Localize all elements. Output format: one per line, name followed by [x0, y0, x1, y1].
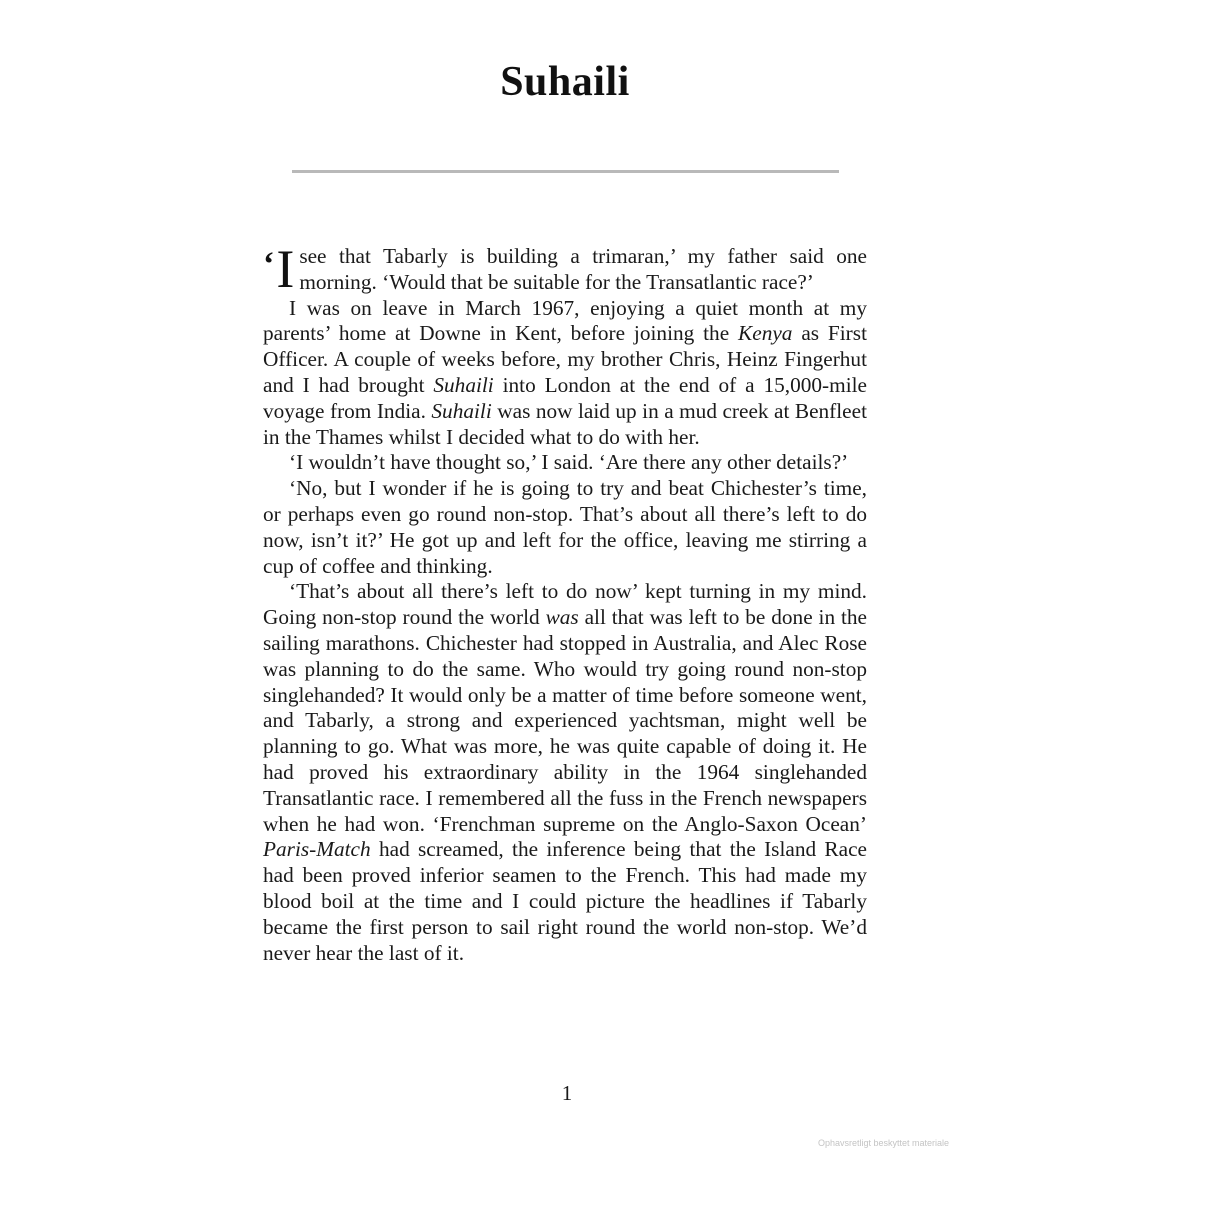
title-divider-rule	[292, 170, 839, 173]
paragraph-5-segment-3: all that was left to be done in the sailing marathons. Chichester had stopped in Australia, and Alec Rose was planning to do the same. Who would try going round non-stop singlehanded? It would only be a matter of time before someone went, and Tabarly, a strong and experienced yachtsman, might well be planning to go. What was more, he was quite capable of doing it. He had proved his extraordinary ability in the 1964 singlehanded Transatlantic race. I remembered all the fuss in the French newspapers when he had won. ‘Frenchman supreme on the Anglo-Saxon Ocean’	[263, 605, 867, 836]
paragraph-3	[263, 450, 867, 476]
paragraph-2-segment-5: into London at the end of a 15,000-mile voyage from India.	[263, 372, 867, 423]
paragraph-1-segment-1: see that Tabarly is building a trimaran,’ my father said one morning. ‘Would that be suitable for the Transatlantic race?’	[299, 244, 867, 294]
paragraph-1	[263, 239, 867, 299]
page-number: 1	[561, 1081, 573, 1105]
chapter-body-text	[263, 239, 868, 966]
paragraph-5-segment-5: had screamed, the inference being that the Island Race had been proved inferior seamen to the French. This had made my blood boil at the time and I could picture the headlines if Tabarly became the first person to sail right round the world non-stop. We’d never hear the last of it.	[263, 837, 867, 965]
paragraph-2-italic-boat-name: Suhaili	[433, 372, 494, 397]
paragraph-2-segment-7: was now laid up in a mud creek at Benfleet in the Thames whilst I decided what to do with her.	[263, 398, 868, 449]
paragraph-5-italic-publication: Paris-Match	[263, 837, 371, 862]
paragraph-5	[263, 579, 867, 966]
paragraph-4	[263, 476, 867, 579]
paragraph-2-segment-1: I was on leave in March 1967, enjoying a quiet month at my parents’ home at Downe in Kent, before joining the	[263, 295, 867, 346]
opening-quote-mark: ‘	[263, 246, 275, 283]
paragraph-3-segment-1: ‘I wouldn’t have thought so,’ I said. ‘Are there any other details?’	[289, 450, 849, 475]
paragraph-2-italic-ship-name: Kenya	[738, 321, 793, 346]
paragraph-2-italic-boat-name-2: Suhaili	[431, 398, 492, 423]
paragraph-4-segment-1: ‘No, but I wonder if he is going to try and beat Chichester’s time, or perhaps even go round non-stop. That’s about all there’s left to do now, isn’t it?’ He got up and left for the office, leaving me stirring a cup of coffee and thinking.	[263, 476, 867, 578]
copyright-watermark: Ophavsretligt beskyttet materiale	[818, 1138, 950, 1148]
paragraph-2-segment-3: as First Officer. A couple of weeks before, my brother Chris, Heinz Fingerhut and I had brought	[263, 321, 867, 397]
paragraph-5-segment-1: ‘That’s about all there’s left to do now’ kept turning in my mind. Going non-stop round the world	[263, 579, 867, 630]
paragraph-2	[263, 296, 867, 451]
drop-cap-letter: I	[276, 239, 295, 299]
chapter-title: Suhaili	[500, 59, 630, 105]
paragraph-5-italic-emphasis: was	[545, 605, 579, 630]
